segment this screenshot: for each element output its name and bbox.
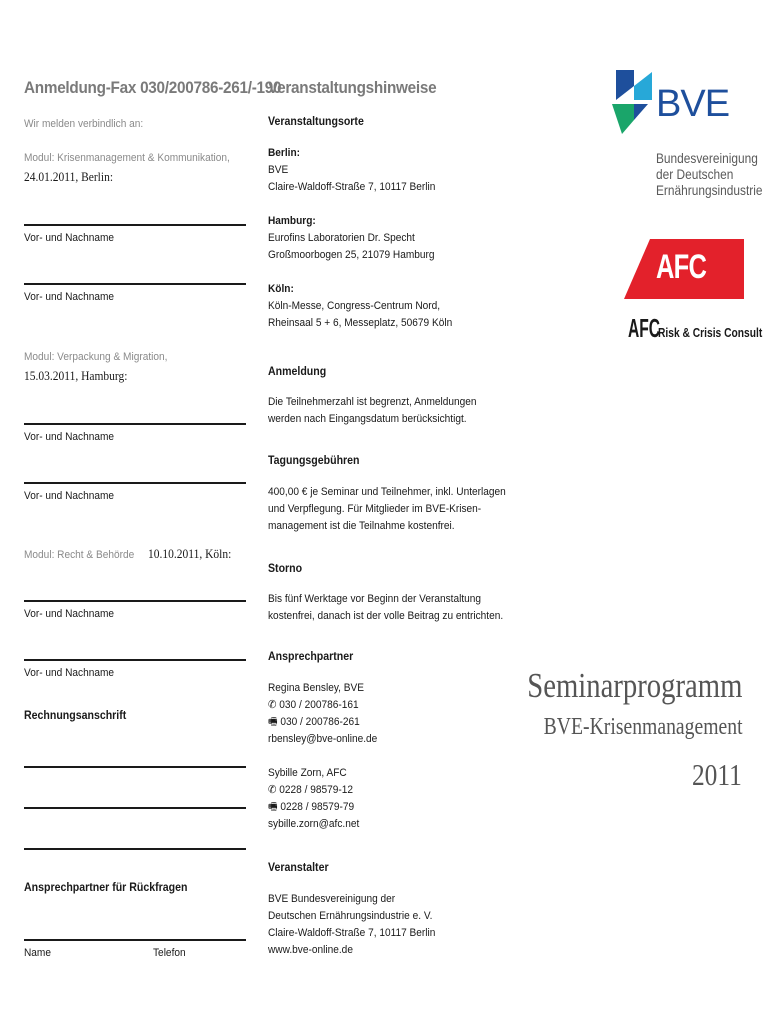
module-3-label: Modul: Recht & Behörde xyxy=(24,549,135,561)
bve-logo-text: BVE xyxy=(656,83,730,125)
fax-line: 🖷 030 / 200786-261 xyxy=(268,716,360,728)
program-subtitle: BVE-Krisenmanagement xyxy=(544,714,743,740)
fees-text: 400,00 € je Seminar und Teilnehmer, inkl. Unterlagen und Verpflegung. Für Mitglieder im BVE-Krisen- management ist die Teilnahme kostenfrei. xyxy=(268,486,506,532)
module-2-label: Modul: Verpackung & Migration, xyxy=(24,351,168,363)
billing-line-3[interactable] xyxy=(24,848,246,850)
name-line-6[interactable] xyxy=(24,659,246,661)
contact-afc: Sybille Zorn, AFC ✆ 0228 / 98579-12 🖷 0228 / 98579-79 sybille.zorn@afc.net xyxy=(268,765,367,833)
fax-heading: Anmeldung-Fax 030/200786-261/-190 xyxy=(24,78,282,97)
name-field-label: Name xyxy=(24,947,51,959)
phone-field-label: Telefon xyxy=(153,947,186,959)
name-label-2: Vor- und Nachname xyxy=(24,291,115,303)
contact-line[interactable] xyxy=(24,939,246,941)
venues-title: Veranstaltungsorte xyxy=(268,116,364,128)
contacts-title: Ansprechpartner xyxy=(268,651,354,663)
venue-hamburg: Hamburg: Eurofins Laboratorien Dr. Specht Großmoorbogen 25, 21079 Hamburg xyxy=(268,215,435,261)
billing-line-2[interactable] xyxy=(24,807,246,809)
name-label-1: Vor- und Nachname xyxy=(24,232,115,244)
registration-title: Anmeldung xyxy=(268,366,327,378)
billing-line-1[interactable] xyxy=(24,766,246,768)
module-3-date: 10.10.2011, Köln: xyxy=(148,547,232,561)
name-label-5: Vor- und Nachname xyxy=(24,608,115,620)
program-title: Seminarprogramm xyxy=(526,666,742,705)
afc-logo-text: AFC xyxy=(656,248,707,286)
organizer-address: BVE Bundesvereinigung der Deutschen Ernährungsindustrie e. V. Claire-Waldoff-Straße 7, 10117 Berlin www.bve-online.de xyxy=(268,891,450,959)
module-3 xyxy=(24,545,239,564)
storno-title: Storno xyxy=(268,563,303,575)
fees-title: Tagungsgebühren xyxy=(268,455,360,467)
intro-text: Wir melden verbindlich an: xyxy=(24,118,144,130)
bve-logo-mark xyxy=(612,70,652,134)
module-1-date: 24.01.2011, Berlin: xyxy=(24,170,114,184)
billing-title: Rechnungsanschrift xyxy=(24,710,127,722)
module-1-label: Modul: Krisenmanagement & Kommunikation, xyxy=(24,152,230,164)
bve-full-name: Bundesvereinigung der Deutschen Ernährungsindustrie xyxy=(656,150,763,198)
program-year: 2011 xyxy=(692,757,742,792)
name-line-5[interactable] xyxy=(24,600,246,602)
registration-text: Die Teilnehmerzahl ist begrenzt, Anmeldungen werden nach Eingangsdatum berücksichtigt. xyxy=(268,396,477,425)
email-link[interactable]: sybille.zorn@afc.net xyxy=(268,818,360,830)
afc-small-logo: AFC xyxy=(628,313,661,343)
phone-line: ✆ 0228 / 98579-12 xyxy=(268,784,354,796)
email-link[interactable]: rbensley@bve-online.de xyxy=(268,733,378,745)
afc-tagline-row xyxy=(628,313,770,344)
website-link[interactable]: www.bve-online.de xyxy=(268,944,353,956)
name-line-1[interactable] xyxy=(24,224,246,226)
venue-berlin: Berlin: BVE Claire-Waldoff-Straße 7, 10117 Berlin xyxy=(268,147,436,193)
name-line-2[interactable] xyxy=(24,283,246,285)
phone-line: ✆ 030 / 200786-161 xyxy=(268,699,359,711)
afc-tagline: Risk & Crisis Consult xyxy=(658,326,763,340)
contact-label: Ansprechpartner für Rückfragen xyxy=(24,882,188,894)
events-heading: Veranstaltungshinweise xyxy=(268,78,437,97)
storno-text: Bis fünf Werktage vor Beginn der Veranstaltung kostenfrei, danach ist der volle Beitrag zu entrichten. xyxy=(268,593,504,622)
contact-bve: Regina Bensley, BVE ✆ 030 / 200786-161 🖷 030 / 200786-261 rbensley@bve-online.de xyxy=(268,680,387,748)
name-label-3: Vor- und Nachname xyxy=(24,431,115,443)
module-2-date: 15.03.2011, Hamburg: xyxy=(24,369,128,383)
name-line-4[interactable] xyxy=(24,482,246,484)
name-line-3[interactable] xyxy=(24,423,246,425)
organizer-title: Veranstalter xyxy=(268,862,329,874)
venue-koeln: Köln: Köln-Messe, Congress-Centrum Nord, Rheinsaal 5 + 6, Messeplatz, 50679 Köln xyxy=(268,283,453,329)
name-label-4: Vor- und Nachname xyxy=(24,490,115,502)
name-label-6: Vor- und Nachname xyxy=(24,667,115,679)
fax-line: 🖷 0228 / 98579-79 xyxy=(268,801,355,813)
